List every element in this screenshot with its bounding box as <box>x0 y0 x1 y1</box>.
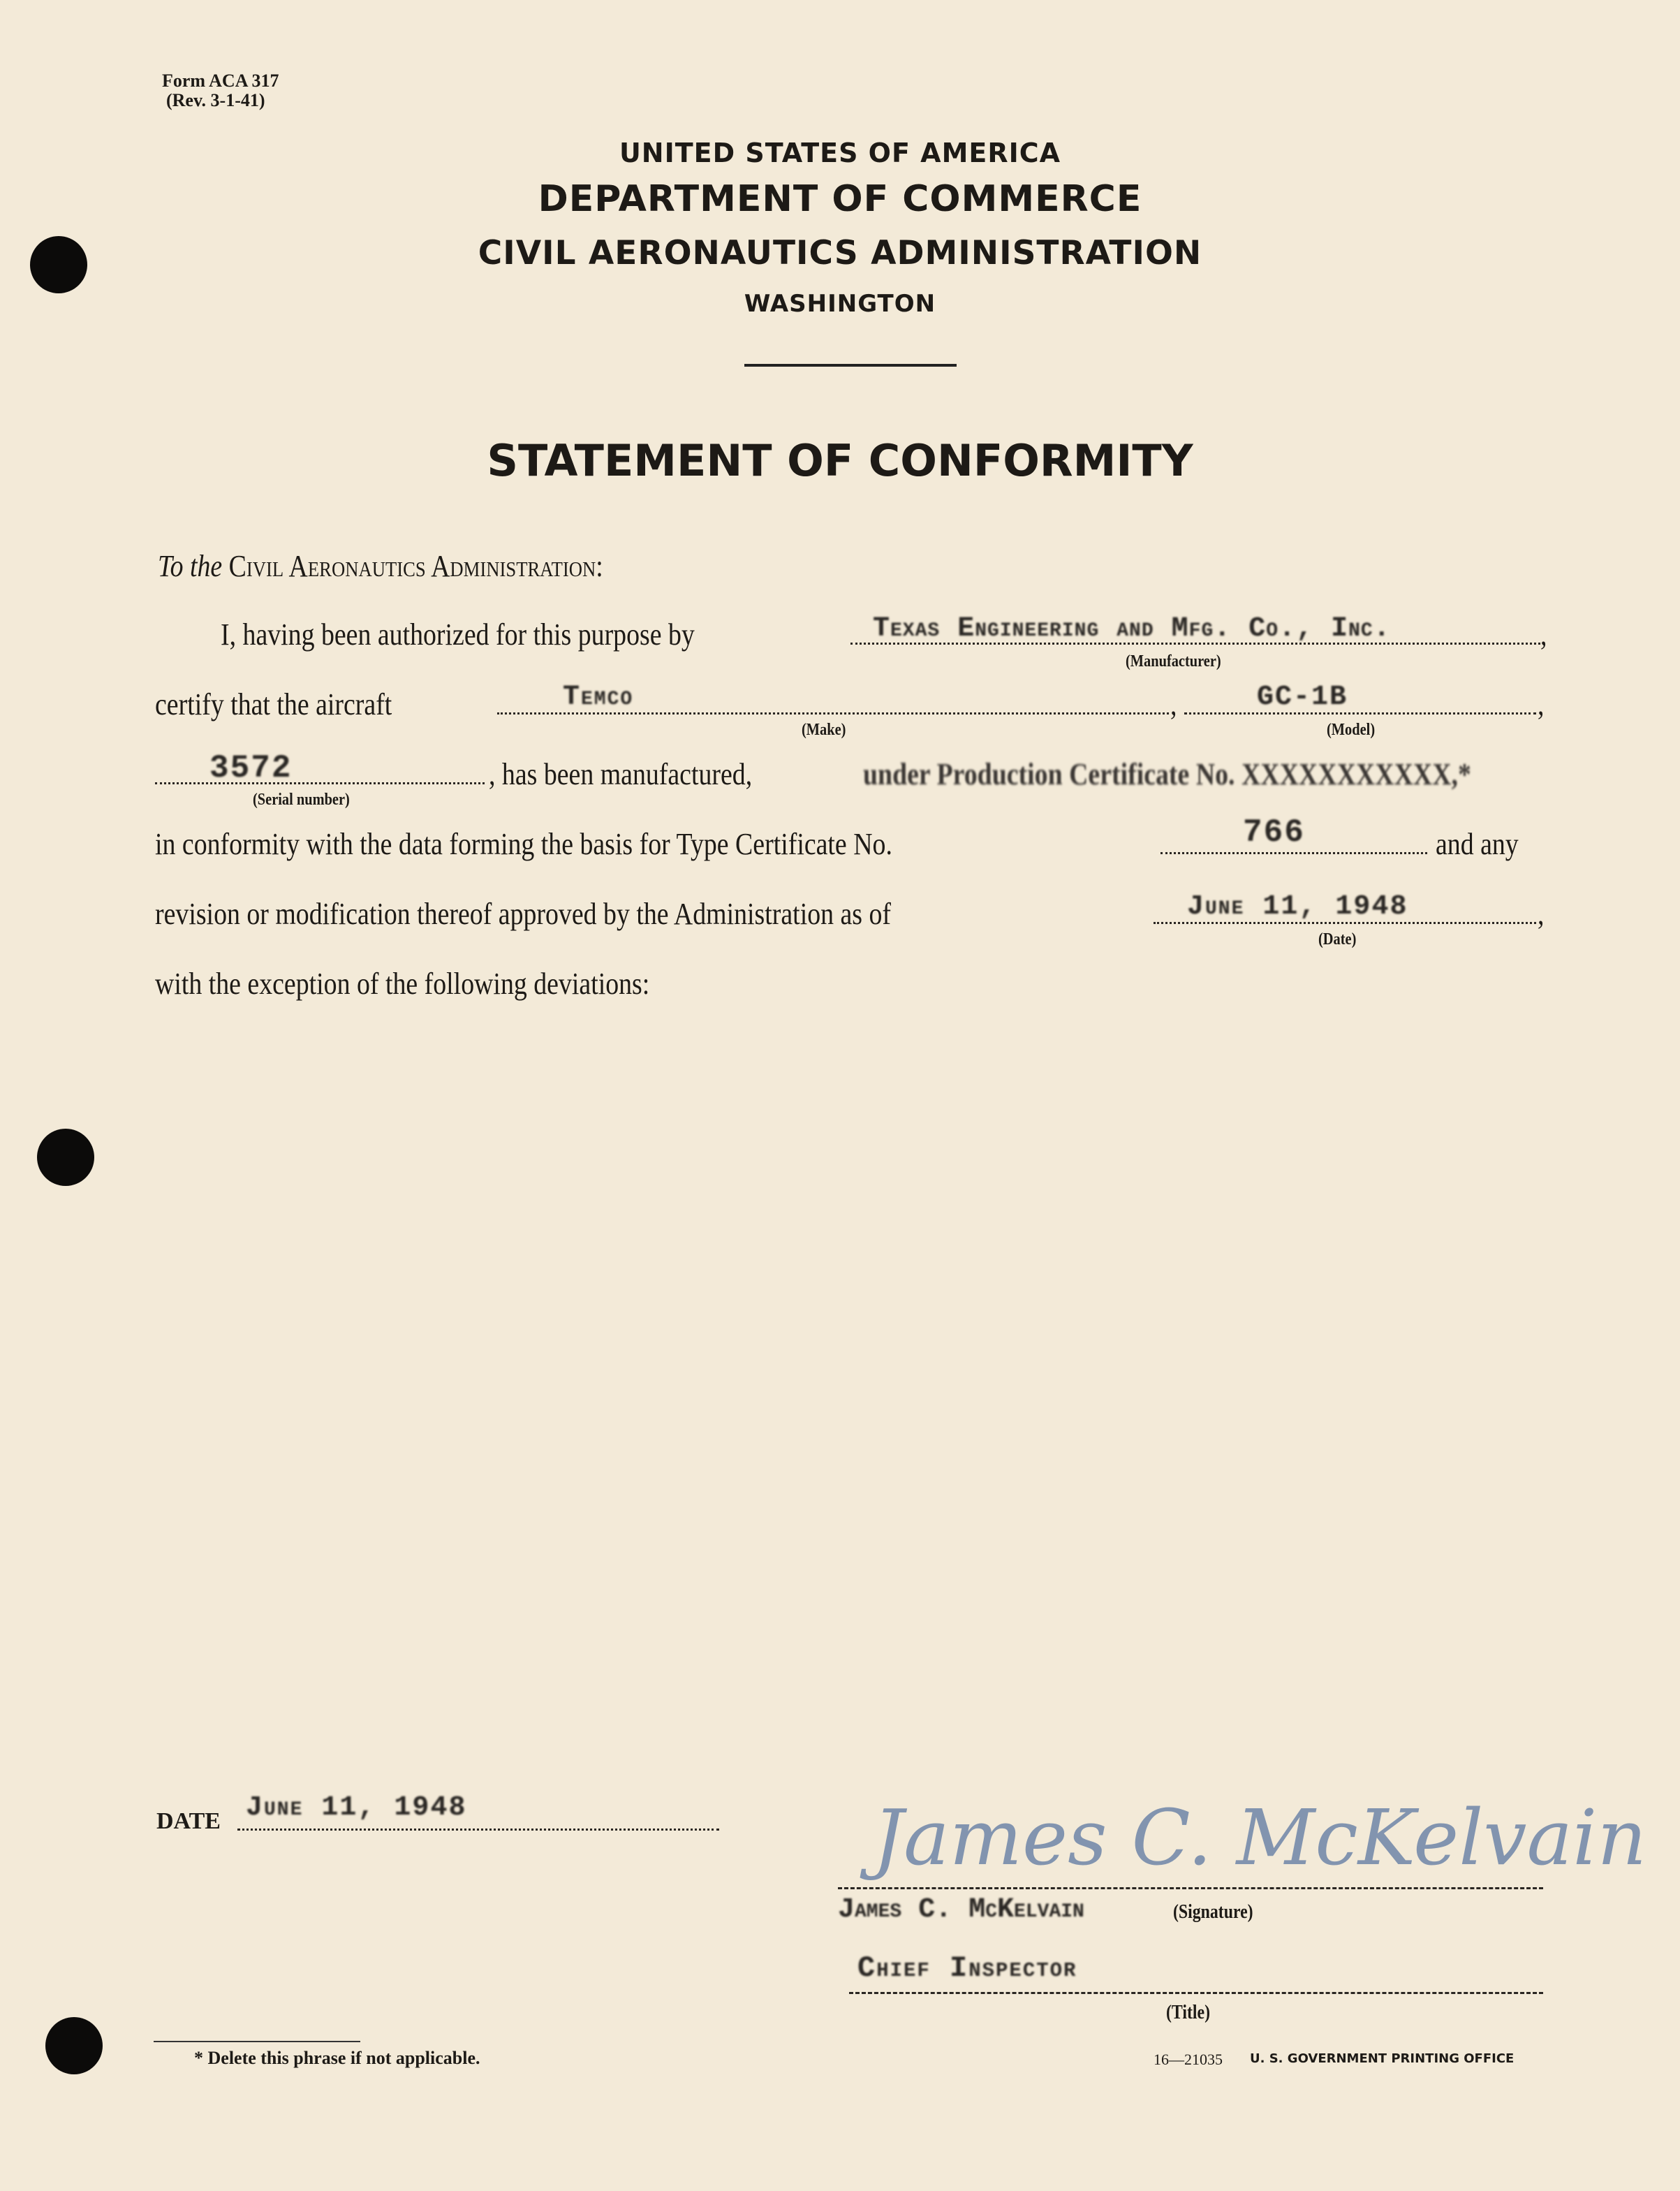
body-line-5: revision or modification thereof approved by the Administration as of <box>155 897 892 931</box>
serial-label: (Serial number) <box>253 791 350 809</box>
signer-title: Chief Inspector <box>857 1951 1077 1985</box>
as-of-date-label: (Date) <box>1318 930 1357 948</box>
title-line <box>849 1992 1543 1994</box>
salutation-prefix: To the <box>158 549 223 583</box>
comma: , <box>1538 897 1545 931</box>
binder-hole <box>37 1129 94 1186</box>
body-line-4: in conformity with the data forming the basis for Type Certificate No. <box>155 827 892 861</box>
manufacturer-value: Texas Engineering and Mfg. Co., Inc. <box>873 613 1391 645</box>
form-revision: (Rev. 3-1-41) <box>166 90 265 110</box>
model-value: GC-1B <box>1257 682 1348 713</box>
header-agency: CIVIL AERONAUTICS ADMINISTRATION <box>478 234 1202 272</box>
page-title: STATEMENT OF CONFORMITY <box>487 435 1193 486</box>
header-city: WASHINGTON <box>744 290 936 318</box>
comma: , <box>1170 687 1177 721</box>
footnote-rule <box>154 2041 360 2042</box>
header-country: UNITED STATES OF AMERICA <box>619 138 1061 168</box>
title-label: (Title) <box>1166 2002 1211 2023</box>
struck-production-certificate: under Production Certificate No. XXXXXXXXXXX,* <box>863 757 1471 791</box>
serial-field-line <box>155 782 485 784</box>
header-department: DEPARTMENT OF COMMERCE <box>538 178 1142 220</box>
binder-hole <box>45 2017 103 2074</box>
model-field-line <box>1184 712 1536 715</box>
body-line-2: certify that the aircraft <box>155 687 392 721</box>
type-cert-value: 766 <box>1243 814 1305 851</box>
form-number <box>162 71 279 110</box>
manufacturer-label: (Manufacturer) <box>1126 652 1221 671</box>
body-line-1: I, having been authorized for this purpose by <box>221 617 695 652</box>
printer-credit: U. S. GOVERNMENT PRINTING OFFICE <box>1250 2051 1515 2066</box>
make-value: Temco <box>563 682 634 713</box>
header-rule <box>744 364 957 367</box>
handwritten-signature: James C. McKelvain <box>873 1793 1647 1882</box>
signer-name: James C. McKelvain <box>838 1894 1084 1926</box>
signature-label: (Signature) <box>1173 1901 1253 1923</box>
serial-value: 3572 <box>209 750 293 786</box>
body-line-4-end: and any <box>1436 827 1519 861</box>
form-id: Form ACA 317 <box>162 71 279 91</box>
footnote: * Delete this phrase if not applicable. <box>194 2048 480 2068</box>
salutation <box>158 549 603 585</box>
comma: , <box>1538 687 1545 721</box>
salutation-name: Civil Aeronautics Administration: <box>228 549 603 583</box>
comma: , <box>1540 617 1547 652</box>
print-code: 16—21035 <box>1154 2051 1223 2068</box>
date-field-line <box>237 1829 719 1831</box>
date-value: June 11, 1948 <box>246 1792 467 1824</box>
signature-line <box>838 1887 1543 1889</box>
body-line-6: with the exception of the following deviations: <box>155 967 650 1001</box>
body-line-3: , has been manufactured, <box>489 757 753 791</box>
date-label: DATE <box>156 1808 221 1834</box>
type-cert-field-line <box>1160 852 1427 854</box>
as-of-date-value: June 11, 1948 <box>1187 891 1408 923</box>
make-label: (Make) <box>802 721 846 739</box>
model-label: (Model) <box>1327 721 1376 739</box>
